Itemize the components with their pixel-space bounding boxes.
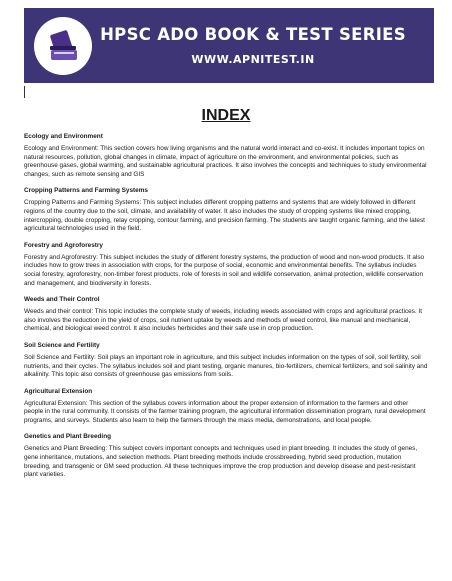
index-content — [24, 133, 428, 488]
section — [24, 388, 428, 426]
section-heading: Weeds and Their Control — [24, 296, 100, 304]
section-body: Agricultural Extension: This section of the syllabus covers information about the proper extension of information to the farmers and other people in the rural community. It consists of the farmer training program, the agricultural information dissemination program, rural development programs, and surveys. Students also learn to help the farmers through the mass media, demonstrations, and local people. — [24, 399, 426, 424]
section-heading: Ecology and Environment — [24, 133, 103, 140]
page-title: INDEX — [201, 107, 251, 124]
section-heading: Forestry and Agroforestry — [24, 241, 103, 249]
book-logo-icon — [34, 17, 92, 75]
section — [24, 242, 428, 288]
section-body: Cropping Patterns and Farming Systems: This subject includes different cropping patterns and systems that are widely followed in different regions of the country due to the soil, climate, and availability of water. It also includes the study of cropping systems like mixed cropping, intercropping, double cropping, relay cropping, contour farming, and precision farming. The students are taught organic farming, and the latest agricultural technologies used in the field. — [24, 199, 425, 233]
margin-rule — [24, 86, 25, 98]
header-banner — [24, 8, 434, 83]
section — [24, 187, 428, 233]
section-heading: Cropping Patterns and Farming Systems — [24, 187, 148, 195]
section-body: Weeds and their control: This topic includes the complete study of weeds, including weeds associated with crops and agricultural practices. It also involves the reduction in the yield of crops, soil nutrient uptake by weeds and methods of weed control, like manual and mechanical, chemical, and biological weed control. It also includes herbicides and their safe use in crop production. — [24, 308, 422, 333]
section — [24, 342, 428, 380]
section — [24, 133, 428, 179]
section — [24, 433, 428, 479]
section — [24, 296, 428, 334]
section-body: Forestry and Agroforestry: This subject includes the study of different forestry systems, the production of wood and non-wood products. It also includes how to grow trees in association with crops, for the purpose of social, economic and environmental benefits. The syllabus includes social forestry, agroforestry, non-timber forest products, role of forests in soil and wildlife conservation, animal protection, wildlife conservation and management, and biodiversity in forests. — [24, 253, 425, 287]
banner-url: WWW.APNITEST.IN — [191, 53, 315, 66]
section-heading: Soil Science and Fertility — [24, 341, 100, 349]
section-heading: Agricultural Extension — [24, 387, 93, 395]
section-body: Genetics and Plant Breeding: This subject covers important concepts and techniques used in plant breeding. It includes the study of genes, gene inheritance, mutations, and selection methods. Plant breeding methods include crossbreeding, hybrid seed production, mutation breeding, and transgenic or GM seed production. All these techniques improve the crop production and develop disease and pest-resistant plant varieties. — [24, 445, 418, 479]
section-heading: Genetics and Plant Breeding — [24, 433, 112, 441]
section-body: Ecology and Environment: This section covers how living organisms and the natural world interact and co-exist. It includes important topics on natural resources, pollution, global changes in climate, impact of agriculture on the environment, and environmental policies, such as greenhouse gases, global warming, and sustainable agricultural practices. It also involves the concepts and techniques to study environmental changes, such as remote sensing and GIS — [24, 145, 427, 178]
banner-title: HPSC ADO BOOK & TEST SERIES — [100, 25, 406, 44]
section-body: Soil Science and Fertility: Soil plays an important role in agriculture, and this subject includes information on the types of soil, soil fertility, soil nutrients, and their cycles. The syllabus includes soil and plant testing, organic manures, bio-fertilizers, chemical fertilizers, and soil salinity and alkalinity. This topic also consists of greenhouse gas emissions from soils. — [24, 353, 428, 379]
